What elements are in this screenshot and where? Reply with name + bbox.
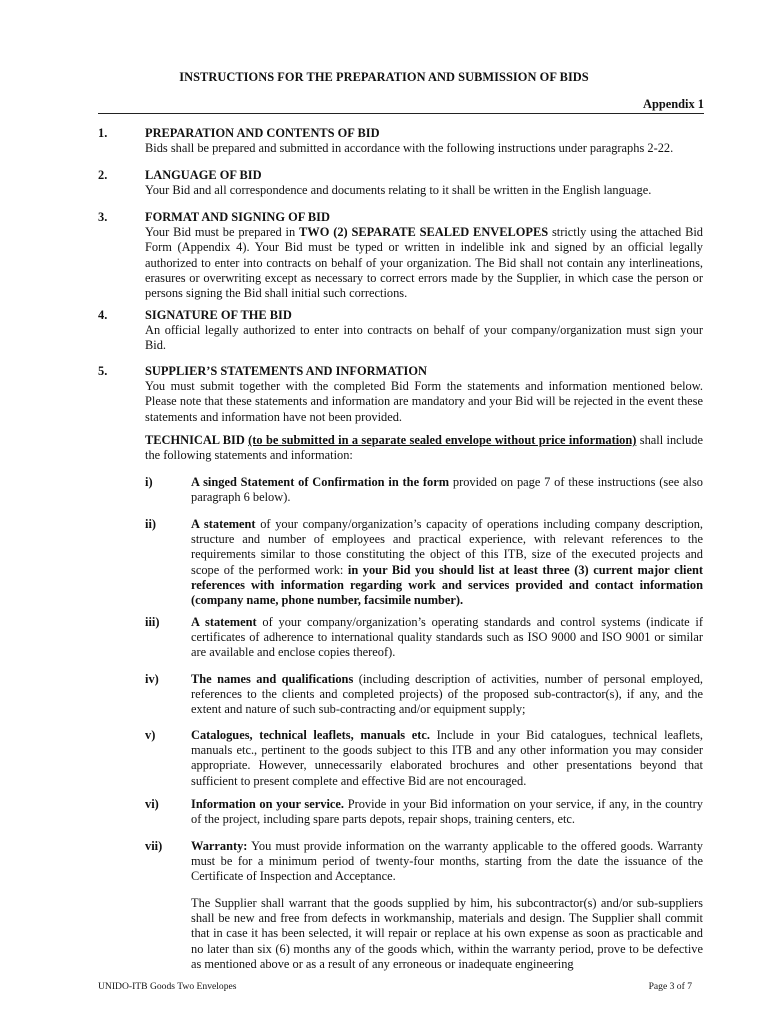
- section-text: Bids shall be prepared and submitted in accordance with the following instructions under paragraphs 2-22.: [145, 141, 674, 156]
- item-text: [191, 517, 703, 608]
- item-body: Include in your Bid catalogues, technical leaflets, manuals etc., pertinent to the goods subject to this ITB and any other information you may consider appropriate. However, unnecessarily elaborated brochures and other presentations beyond that sufficient to present complete and effective Bid are not encouraged.: [191, 728, 703, 788]
- item-lead: Warranty:: [191, 839, 248, 853]
- header-rule: [98, 113, 704, 114]
- section-body: [145, 364, 703, 425]
- item-body: of your company/organization’s operating standards and control systems (indicate if certificates of adherence to international quality standards such as ISO 9000 and ISO 9001 or similar are available and enclose copies thereof).: [191, 615, 703, 660]
- section-body: [145, 168, 703, 198]
- footer-page-number: Page 3 of 7: [648, 981, 692, 992]
- item-text: [191, 475, 703, 505]
- document-title: INSTRUCTIONS FOR THE PREPARATION AND SUBMISSION OF BIDS: [179, 70, 589, 84]
- item-body: You must provide information on the warranty applicable to the offered goods. Warranty must be for a minimum period of twenty-four months, starting from the date the issuance of the Certificate of Inspection and Acceptance.: [191, 839, 703, 884]
- item-body: (including description of activities, number of personal employed, references to the clients and completed projects) of the proposed sub-contractor(s), if any, and the extent and nature of such sub-contracting and/or equipment supply;: [191, 672, 703, 717]
- item-text: [191, 615, 703, 661]
- section-number: 1.: [98, 126, 108, 140]
- section-number: 2.: [98, 168, 108, 182]
- item-body: provided on page 7 of these instructions (see also paragraph 6 below).: [191, 475, 703, 505]
- section-number: 3.: [98, 210, 108, 224]
- section-heading: PREPARATION AND CONTENTS OF BID: [145, 126, 380, 140]
- item-marker: ii): [145, 517, 157, 531]
- section-text-emphasis: TWO (2) SEPARATE SEALED ENVELOPES: [299, 225, 549, 240]
- item-lead: Information on your service.: [191, 797, 344, 811]
- item-marker: iv): [145, 672, 159, 686]
- section-body: [145, 210, 703, 301]
- item-marker: vi): [145, 797, 159, 811]
- item-marker: iii): [145, 615, 160, 629]
- section-heading: LANGUAGE OF BID: [145, 168, 262, 182]
- section-text: You must submit together with the completed Bid Form the statements and information mentioned below. Please note that these statements and information are mandatory and your Bid will be rejected in the event these statements and information have not been provided.: [145, 379, 703, 424]
- item-paragraph: The Supplier shall warrant that the goods supplied by him, his subcontractor(s) and/or sub-suppliers shall be new and free from defects in workmanship, materials and design. The Supplier shall commit that in case it has been selected, it will repair or replace at his own expense as soon as practicable and no later than six (6) months any of the goods which, within the warranty period, prove to be defective as mentioned above or as a result of any erroneous or inadequate engineering: [191, 896, 703, 971]
- section-number: 4.: [98, 308, 108, 322]
- section-heading: SIGNATURE OF THE BID: [145, 308, 292, 322]
- item-body: of your company/organization’s capacity of operations including company description, structure and number of employees and practical experience, with relevant references to the requirements similar to those constituting the object of this ITB, size of the executed projects and scope of the performed work:: [191, 517, 703, 577]
- section-text: [145, 225, 703, 301]
- section-number: 5.: [98, 364, 108, 378]
- footer-document-id: UNIDO-ITB Goods Two Envelopes: [98, 981, 237, 992]
- technical-bid-rest: shall include the following statements and information:: [145, 433, 703, 463]
- technical-bid-label: TECHNICAL BID: [145, 433, 245, 447]
- item-text: [191, 839, 703, 885]
- section-text-start: Your Bid must be prepared in: [145, 225, 300, 240]
- item-marker: i): [145, 475, 153, 489]
- item-lead: A statement: [191, 615, 257, 629]
- technical-bid-note: (to be submitted in a separate sealed envelope without price information): [248, 433, 637, 447]
- section-body: [145, 308, 703, 354]
- section-text: Your Bid and all correspondence and documents relating to it shall be written in the English language.: [145, 183, 652, 198]
- item-lead: Catalogues, technical leaflets, manuals etc.: [191, 728, 430, 742]
- item-text: [191, 672, 703, 718]
- item-lead: A singed Statement of Confirmation in the form: [191, 475, 450, 489]
- section-heading: SUPPLIER’S STATEMENTS AND INFORMATION: [145, 364, 427, 378]
- item-lead: The names and qualifications: [191, 672, 354, 686]
- technical-bid-intro: [145, 433, 703, 463]
- section-heading: FORMAT AND SIGNING OF BID: [145, 210, 330, 224]
- item-marker: v): [145, 728, 156, 742]
- section-text-rest: strictly using the attached Bid Form (Appendix 4). Your Bid must be typed or written in indelible ink and signed by an official legally authorized to enter into contracts on behalf of your organization. The Bid shall not contain any interlineations, erasures or overwriting except as necessary to correct errors made by the Supplier, in which case the person or persons signing the Bid shall initial such corrections.: [145, 225, 703, 301]
- item-text: [191, 797, 703, 827]
- item-marker: vii): [145, 839, 163, 853]
- item-text: [191, 728, 703, 789]
- section-text: An official legally authorized to enter into contracts on behalf of your company/organization must sign your Bid.: [145, 323, 703, 353]
- section-body: [145, 126, 703, 156]
- appendix-label: Appendix 1: [643, 97, 704, 111]
- item-lead: A statement: [191, 517, 256, 531]
- item-body: Provide in your Bid information on your service, if any, in the country of the project, including spare parts depots, repair shops, training centers, etc.: [191, 797, 703, 827]
- item-emphasis: in your Bid you should list at least three (3) current major client references with information regarding work and services provided and contact information (company name, phone number, facsimile number).: [191, 562, 703, 608]
